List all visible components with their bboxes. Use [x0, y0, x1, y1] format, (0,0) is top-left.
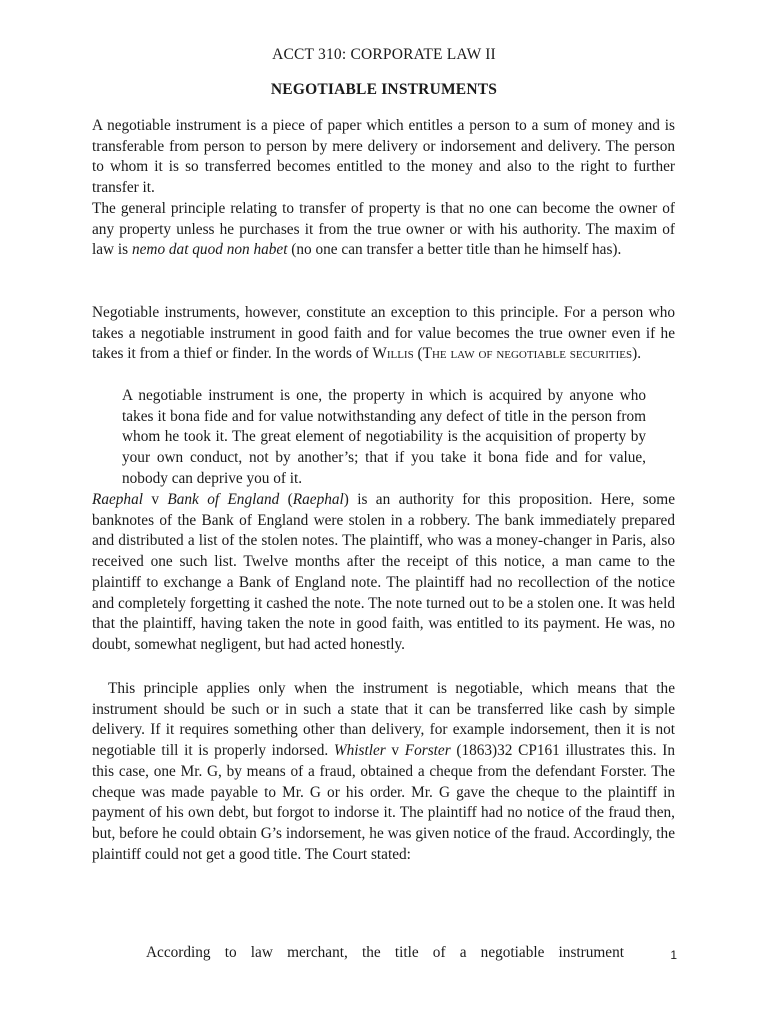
- paragraph-definition: A negotiable instrument is a piece of paper which entitles a person to a sum of money and is transferable from person to person by mere delivery or indorsement and delivery. The person to whom it is so transferred becomes entitled to the money and also to the right to further transfer it.: [92, 117, 675, 197]
- block-quote-court: According to law merchant, the title of a negotiable instrument: [146, 944, 624, 962]
- case-short-name: Raephal: [292, 491, 344, 508]
- case-party: Whistler: [333, 742, 386, 760]
- text-span: Negotiable instruments, however, constitute an exception to this principle. For a person who takes a negotiable instrument in good faith and for value becomes the true owner even if he takes it from a thief or finder. In the words of: [92, 304, 675, 363]
- paragraph-exception: [92, 303, 675, 365]
- author-name: Willis: [372, 345, 414, 363]
- latin-maxim: nemo dat quod non habet: [131, 241, 288, 259]
- case-party: Raephal: [92, 491, 143, 508]
- case-party: Forster: [404, 742, 451, 760]
- case-party: Bank of England: [167, 491, 280, 508]
- text-span: ) is an authority for this proposition. Here, some banknotes of the Bank of England were stolen in a robbery. The bank immediately prepared and distributed a list of the stolen notes. The plaintiff, who was a money-changer in Paris, also received one such list. Twelve months after the receipt of this notice, a man came to the plaintiff to exchange a Bank of England note. The plaintiff had no recollection of the notice and completely forgetting it cashed the note. The note turned out to be a stolen one. It was held that the plaintiff, having taken the note in good faith, was entitled to its payment. He was, no doubt, somewhat negligent, but had acted honestly.: [92, 491, 675, 653]
- text-span: This principle applies only when the instrument is negotiable, which means that the instrument should be such or in such a state that it can be transferred like cash by simple delivery. If it requires something other than delivery, for example indorsement, then it is not negotiable till it is properly indorsed.: [92, 680, 675, 760]
- page-number: 1: [670, 948, 677, 962]
- paragraph-whistler-case: [92, 679, 675, 865]
- section-title: NEGOTIABLE INSTRUMENTS: [270, 81, 498, 98]
- course-title: ACCT 310: CORPORATE LAW II: [272, 46, 496, 63]
- text-span: The general principle relating to transfer of property is that no one can become the owner of any property unless he purchases it from the true owner or with his authority. The maxim of law is: [92, 200, 675, 259]
- paragraph-general-principle: [92, 199, 675, 261]
- paragraph-raephal-case: [92, 490, 675, 656]
- text-span: (: [279, 491, 293, 508]
- text-span: .: [637, 345, 642, 363]
- source-title: (The law of negotiable securities): [413, 345, 638, 363]
- block-quote-willis: A negotiable instrument is one, the property in which is acquired by anyone who takes it bona fide and for value notwithstanding any defect of title in the person from whom he took it. The great element of negotiability is the acquisition of property by your own conduct, not by another’s; that if you take it bona fide and for value, nobody can deprive you of it.: [122, 387, 646, 487]
- text-span: v: [385, 742, 405, 760]
- text-span: (1863)32 CP161 illustrates this. In this case, one Mr. G, by means of a fraud, obtained a cheque from the defendant Forster. The cheque was made payable to Mr. G or his order. Mr. G gave the cheque to the plaintiff in payment of his own debt, but forgot to indorse it. The plaintiff had no notice of the fraud then, but, before he could obtain G’s indorsement, he was given notice of the fraud. Accordingly, the plaintiff could not get a good title. The Court stated:: [92, 742, 675, 863]
- text-span: v: [142, 491, 168, 508]
- text-span: (no one can transfer a better title than he himself has).: [287, 241, 622, 259]
